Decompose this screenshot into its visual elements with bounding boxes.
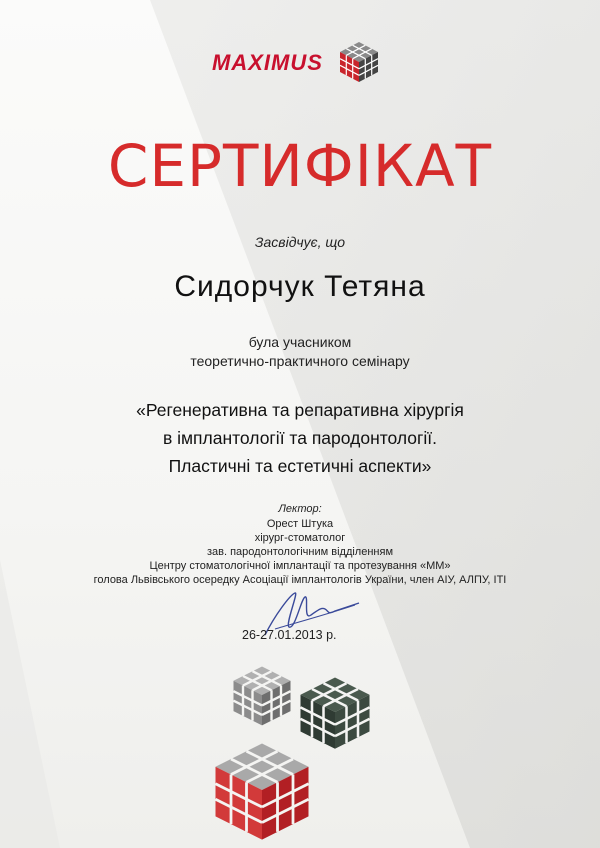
recipient-name: Сидорчук Тетяна: [174, 270, 426, 303]
seminar-type-text: теоретично-практичного семінару: [190, 353, 410, 369]
lecturer-label: Лектор:: [278, 503, 322, 515]
participant-text: була учасником: [248, 334, 352, 350]
lecturer-title: хірург-стоматолог: [254, 532, 346, 544]
lecturer-position: зав. пародонтологічним відділенням: [206, 546, 394, 558]
lecturer-center: Центру стоматологічної імплантації та протезування «ММ»: [149, 560, 451, 572]
topic-line-2: в імплантології та пародонтології.: [162, 428, 438, 448]
topic-line-3: Пластичні та естетичні аспекти»: [168, 456, 432, 476]
logo-text: MAXIMUS: [212, 50, 323, 75]
seminar-date: 26-27.01.2013 р.: [242, 628, 337, 642]
lecturer-association: голова Львівського осередку Асоціації імплантологів України, член АІУ, АЛПУ, ІТІ: [93, 574, 507, 586]
red-cube-icon: [216, 744, 309, 840]
topic-line-1: «Регенеративна та репаративна хірургія: [136, 400, 464, 420]
gray-cube-icon: [234, 667, 291, 726]
dark-cube-icon: [301, 678, 370, 749]
lecturer-name: Орест Штука: [266, 518, 334, 530]
certificate-title: СЕРТИФІКАТ: [107, 132, 493, 200]
certifies-text: Засвідчує, що: [254, 234, 346, 250]
